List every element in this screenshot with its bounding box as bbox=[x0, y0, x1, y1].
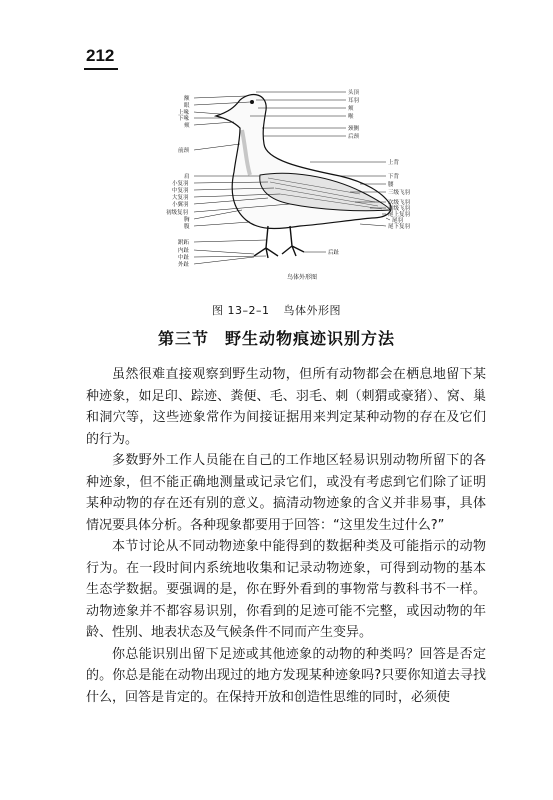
label-left-7: 小复羽 bbox=[172, 181, 189, 187]
label-right-11: 初级飞羽 bbox=[388, 206, 411, 212]
label-right-7: 下背 bbox=[388, 174, 400, 180]
label-left-13: 腹 bbox=[184, 224, 190, 230]
paragraph-3: 本节讨论从不同动物迹象中能得到的数据种类及可能指示的动物行为。在一段时间内系统地收集和记录动物迹象，可得到动物的基本生态学数据。要强调的是，你在野外看到的事物常与教科书不一样。动物迹象并不都容易识别，你看到的足迹可能不完整，或因动物的年龄、性别、地表状态及气候条件不同而产生变异。 bbox=[86, 539, 486, 640]
page-number-underline bbox=[84, 68, 118, 70]
label-right-5: 后颈 bbox=[348, 134, 360, 140]
figure-caption-number: 图 13–2–1 bbox=[212, 304, 270, 317]
bird-eye bbox=[250, 100, 254, 104]
label-right-4: 颈侧 bbox=[348, 126, 360, 132]
paragraph-1: 虽然很难直接观察到野生动物，但所有动物都会在栖息地留下某种迹象，如足印、踪迹、粪便、毛、羽毛、刺（刺猬或豪猪）、窝、巢和洞穴等，这些迹象常作为间接证据用来判定某种动物的存在及它们的行为。 bbox=[86, 367, 486, 447]
label-right-8: 腰 bbox=[388, 182, 394, 188]
label-left-9: 大复羽 bbox=[172, 195, 189, 201]
label-left-16: 中趾 bbox=[178, 255, 190, 261]
label-right-2: 颊 bbox=[348, 106, 354, 112]
paragraph-2: 多数野外工作人员能在自己的工作地区轻易识别动物所留下的各种迹象，但不能正确地测量或记录它们，或没有考虑到它们除了证明某种动物的存在还有别的意义。搞清动物迹象的含义并非易事，具体情况要具体分析。各种现象都要用于回答：“这里发生过什么?” bbox=[86, 453, 486, 533]
label-left-10: 小翼羽 bbox=[172, 202, 189, 208]
right-labels bbox=[328, 88, 411, 256]
page-number: 212 bbox=[86, 46, 115, 65]
label-right-6: 上背 bbox=[388, 160, 400, 166]
label-right-12: 尾上复羽 bbox=[388, 212, 411, 218]
label-left-17: 外趾 bbox=[178, 262, 190, 268]
label-left-4: 颏 bbox=[184, 123, 190, 129]
figure-caption-title: 鸟体外形图 bbox=[283, 304, 341, 317]
label-left-2: 上喙 bbox=[178, 110, 190, 116]
label-left-12: 胸 bbox=[184, 217, 190, 223]
label-right-1: 耳羽 bbox=[348, 98, 360, 104]
left-labels bbox=[166, 94, 190, 268]
label-right-15: 后趾 bbox=[328, 250, 340, 256]
label-right-0: 头顶 bbox=[348, 90, 360, 96]
label-left-1: 眼 bbox=[184, 103, 190, 109]
label-right-13: 尾羽 bbox=[392, 218, 404, 224]
paragraph-4: 你总能识别出留下足迹或其他迹象的动物的种类吗？回答是否定的。你总是能在动物出现过的地方发现某种迹象吗?只要你知道去寻找什么，回答是肯定的。在保持开放和创造性思维的同时，必须使 bbox=[86, 646, 486, 705]
label-right-10: 次级飞羽 bbox=[388, 200, 411, 206]
section-number: 第三节 bbox=[157, 329, 209, 348]
bird-leg-left bbox=[254, 226, 278, 258]
bird-figure bbox=[150, 80, 430, 280]
label-left-6: 肩 bbox=[184, 174, 190, 180]
label-left-15: 内趾 bbox=[178, 248, 190, 254]
section-title: 野生动物痕迹识别方法 bbox=[225, 329, 396, 348]
label-left-0: 额 bbox=[184, 96, 190, 102]
bird-illustration bbox=[150, 80, 430, 280]
label-left-8: 中复羽 bbox=[172, 188, 189, 194]
label-right-14: 尾下复羽 bbox=[388, 224, 411, 230]
label-left-5: 前颈 bbox=[178, 148, 190, 154]
label-right-3: 喉 bbox=[348, 114, 354, 120]
body-text bbox=[86, 364, 486, 708]
label-left-11: 初级复羽 bbox=[166, 210, 189, 216]
label-left-14: 跗跖 bbox=[178, 240, 190, 246]
figure-inner-caption: 鸟体外形图 bbox=[287, 274, 318, 281]
bird-leg-right bbox=[282, 226, 304, 256]
label-left-3: 下喙 bbox=[178, 116, 190, 122]
figure-caption bbox=[0, 302, 553, 318]
label-right-9: 三级飞羽 bbox=[388, 190, 411, 196]
section-heading bbox=[0, 326, 553, 349]
